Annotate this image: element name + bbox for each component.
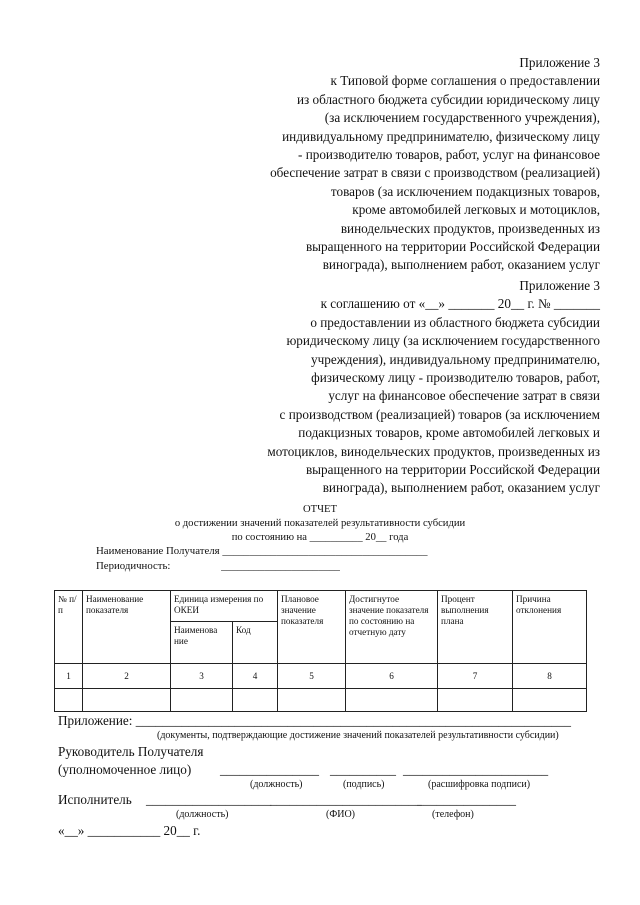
executor-label: Исполнитель xyxy=(58,792,132,807)
head-position-field[interactable]: _______________ xyxy=(220,762,319,777)
appendix-line: винограда), выполнением работ, оказанием услуг xyxy=(322,480,600,496)
appendix-line: товаров (за исключением подакцизных товаров, xyxy=(330,183,600,199)
executor-phone-field[interactable]: _______________ xyxy=(417,792,516,807)
table-cell[interactable] xyxy=(346,689,438,712)
column-number: 7 xyxy=(438,664,513,689)
table-header-row xyxy=(55,591,587,622)
appendix-line: (за исключением государственного учреждения), xyxy=(324,110,600,126)
date-field[interactable]: «__» ___________ 20__ г. xyxy=(58,823,201,838)
table-column-numbers-row xyxy=(55,664,587,689)
appendix-line: винодельческих продуктов, произведенных из xyxy=(340,220,600,236)
appendix-line: винограда), выполнением работ, оказанием услуг xyxy=(322,257,600,273)
caption-executor-position: (должность) xyxy=(176,809,229,820)
caption-phone: (телефон) xyxy=(432,809,474,820)
caption-fio: (ФИО) xyxy=(326,809,356,820)
appendix-line: о предоставлении из областного бюджета субсидии xyxy=(310,314,600,330)
appendix-line: услуг на финансовое обеспечение затрат в связи xyxy=(328,388,600,404)
caption-position: (должность) xyxy=(250,779,303,790)
header-percent: Процент выполнения плана xyxy=(438,591,513,664)
table-cell[interactable] xyxy=(438,689,513,712)
appendix-line: подакцизных товаров, кроме автомобилей легковых и xyxy=(298,425,600,441)
head-signature-field[interactable]: __________ xyxy=(330,762,396,777)
header-indicator-name: Наименование показателя xyxy=(83,591,171,664)
appendix-line: мотоциклов, винодельческих продуктов, произведенных из xyxy=(267,443,600,459)
header-unit: Единица измерения по ОКЕИ xyxy=(171,591,278,622)
attachment-field[interactable]: __________________________________________________________________ xyxy=(135,713,571,728)
appendix-title: Приложение 3 xyxy=(519,55,600,70)
authorized-row xyxy=(58,762,191,778)
column-number: 3 xyxy=(171,664,233,689)
appendix-line: выращенного на территории Российской Федерации xyxy=(305,239,600,255)
indicators-table xyxy=(54,590,587,712)
appendix-line: с производством (реализацией) товаров (за исключением xyxy=(279,406,600,422)
report-as-of-date: по состоянию на __________ 20__ года xyxy=(231,532,409,543)
caption-decoding: (расшифровка подписи) xyxy=(428,779,531,790)
table-cell[interactable] xyxy=(55,689,83,712)
attachment-row xyxy=(58,713,571,729)
table-cell[interactable] xyxy=(513,689,587,712)
head-decoding-field[interactable]: ______________________ xyxy=(403,762,549,777)
header-planned: Плановое значение показателя xyxy=(278,591,346,664)
header-reason: Причина отклонения xyxy=(513,591,587,664)
recipient-name-field[interactable]: ______________________________________ xyxy=(222,545,428,557)
table-cell[interactable] xyxy=(233,689,278,712)
header-num: № п/п xyxy=(55,591,83,664)
appendix-header-typical-form xyxy=(270,54,600,275)
column-number: 5 xyxy=(278,664,346,689)
appendix-line: физическому лицу - производителю товаров, работ, xyxy=(311,370,600,386)
attachment-caption: (документы, подтверждающие достижение значений показателей результативности субсидии) xyxy=(157,730,559,741)
column-number: 6 xyxy=(346,664,438,689)
header-achieved: Достигнутое значение показателя по состоянию на отчетную дату xyxy=(346,591,438,664)
appendix-line: обеспечение затрат в связи с производством (реализацией) xyxy=(270,165,600,181)
appendix-line: юридическому лицу (за исключением государственного xyxy=(286,333,600,349)
executor-fio-field[interactable]: _______________________ xyxy=(270,792,422,807)
appendix-line: из областного бюджета субсидии юридическому лицу xyxy=(296,91,600,107)
attachment-label: Приложение: xyxy=(58,713,133,728)
report-title: ОТЧЕТ xyxy=(303,504,337,515)
appendix-line: к соглашению от «__» _______ 20__ г. № _______ xyxy=(320,296,600,312)
report-subtitle: о достижении значений показателей результативности субсидии xyxy=(174,518,466,529)
table-cell[interactable] xyxy=(278,689,346,712)
executor-position-field[interactable]: ___________________ xyxy=(146,792,272,807)
appendix-line: выращенного на территории Российской Федерации xyxy=(305,462,600,478)
appendix-line: кроме автомобилей легковых и мотоциклов, xyxy=(352,202,600,218)
recipient-name-row xyxy=(96,545,427,557)
head-label: Руководитель Получателя xyxy=(58,744,204,759)
periodicity-row xyxy=(96,560,340,572)
authorized-label: (уполномоченное лицо) xyxy=(58,762,192,777)
appendix-line: учреждения), индивидуальному предпринимателю, xyxy=(311,351,600,367)
appendix-header-agreement xyxy=(267,277,600,498)
table-cell[interactable] xyxy=(171,689,233,712)
column-number: 1 xyxy=(55,664,83,689)
appendix-title: Приложение 3 xyxy=(519,278,600,293)
appendix-line: к Типовой форме соглашения о предоставлении xyxy=(330,73,600,89)
periodicity-label: Периодичность: xyxy=(96,560,171,572)
column-number: 8 xyxy=(513,664,587,689)
caption-signature: (подпись) xyxy=(343,779,385,790)
appendix-line: индивидуальному предпринимателю, физическому лицу xyxy=(282,128,600,144)
column-number: 2 xyxy=(83,664,171,689)
header-unit-name: Наименова ние xyxy=(171,622,233,664)
table-cell[interactable] xyxy=(83,689,171,712)
table-row xyxy=(55,689,587,712)
header-unit-code: Код xyxy=(233,622,278,664)
appendix-line: - производителю товаров, работ, услуг на финансовое xyxy=(298,147,600,163)
periodicity-field[interactable]: ______________________ xyxy=(221,560,340,572)
column-number: 4 xyxy=(233,664,278,689)
recipient-label: Наименование Получателя xyxy=(96,545,220,557)
